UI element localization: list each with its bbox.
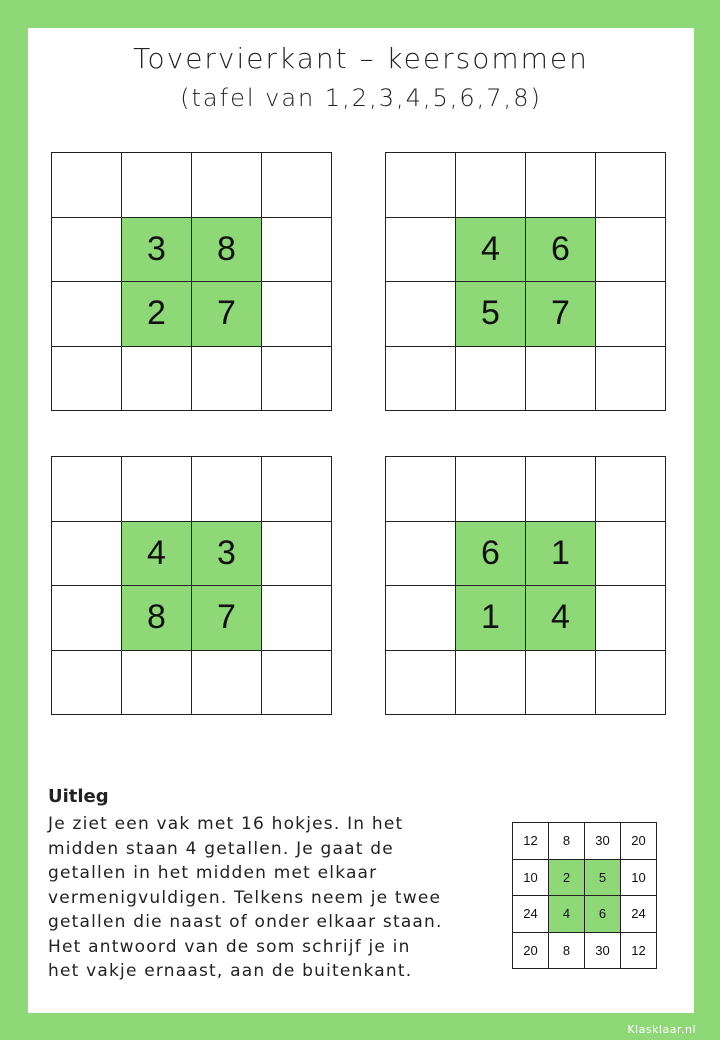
answer-cell[interactable]	[386, 586, 456, 651]
given-number-cell: 6	[456, 522, 526, 587]
answer-cell[interactable]	[262, 586, 332, 651]
example-square	[512, 822, 657, 969]
answer-cell[interactable]	[456, 347, 526, 412]
example-cell: 2	[549, 860, 585, 897]
given-number-cell: 7	[192, 282, 262, 347]
given-number-cell: 5	[456, 282, 526, 347]
example-cell: 5	[585, 860, 621, 897]
example-cell: 20	[513, 933, 549, 970]
magic-square-1	[51, 152, 332, 411]
answer-cell[interactable]	[192, 651, 262, 716]
answer-cell[interactable]	[526, 457, 596, 522]
answer-cell[interactable]	[386, 522, 456, 587]
explanation-line: getallen in het midden met elkaar	[48, 863, 378, 883]
magic-square-3	[51, 456, 332, 715]
answer-cell[interactable]	[526, 651, 596, 716]
example-cell: 12	[621, 933, 657, 970]
answer-cell[interactable]	[596, 153, 666, 218]
magic-square-4	[385, 456, 666, 715]
answer-cell[interactable]	[596, 347, 666, 412]
answer-cell[interactable]	[192, 153, 262, 218]
magic-square-2	[385, 152, 666, 411]
explanation-line: midden staan 4 getallen. Je gaat de	[48, 838, 394, 859]
answer-cell[interactable]	[52, 457, 122, 522]
answer-cell[interactable]	[596, 457, 666, 522]
answer-cell[interactable]	[262, 651, 332, 716]
answer-cell[interactable]	[52, 347, 122, 412]
answer-cell[interactable]	[456, 651, 526, 716]
answer-cell[interactable]	[526, 153, 596, 218]
answer-cell[interactable]	[596, 586, 666, 651]
answer-cell[interactable]	[262, 522, 332, 587]
answer-cell[interactable]	[52, 522, 122, 587]
example-cell: 8	[549, 823, 585, 860]
given-number-cell: 3	[192, 522, 262, 587]
answer-cell[interactable]	[262, 457, 332, 522]
answer-cell[interactable]	[386, 218, 456, 283]
answer-cell[interactable]	[386, 282, 456, 347]
answer-cell[interactable]	[596, 218, 666, 283]
answer-cell[interactable]	[262, 153, 332, 218]
answer-cell[interactable]	[386, 651, 456, 716]
worksheet	[28, 28, 694, 1013]
given-number-cell: 4	[122, 522, 192, 587]
explanation-line: Het antwoord van de som schrijf je in	[48, 936, 411, 957]
answer-cell[interactable]	[52, 218, 122, 283]
example-cell: 6	[585, 896, 621, 933]
example-cell: 10	[621, 860, 657, 897]
given-number-cell: 2	[122, 282, 192, 347]
answer-cell[interactable]	[386, 153, 456, 218]
answer-cell[interactable]	[262, 218, 332, 283]
explanation-line: getallen die naast of onder elkaar staan.	[48, 912, 443, 932]
given-number-cell: 6	[526, 218, 596, 283]
answer-cell[interactable]	[526, 347, 596, 412]
answer-cell[interactable]	[122, 457, 192, 522]
site-watermark: Klasklaar.nl	[627, 1023, 696, 1036]
answer-cell[interactable]	[456, 153, 526, 218]
given-number-cell: 1	[526, 522, 596, 587]
example-cell: 30	[585, 933, 621, 970]
answer-cell[interactable]	[386, 457, 456, 522]
example-cell: 12	[513, 823, 549, 860]
given-number-cell: 1	[456, 586, 526, 651]
given-number-cell: 4	[456, 218, 526, 283]
given-number-cell: 3	[122, 218, 192, 283]
answer-cell[interactable]	[122, 651, 192, 716]
answer-cell[interactable]	[122, 347, 192, 412]
given-number-cell: 8	[192, 218, 262, 283]
explanation-text	[48, 812, 478, 984]
given-number-cell: 8	[122, 586, 192, 651]
answer-cell[interactable]	[596, 651, 666, 716]
answer-cell[interactable]	[386, 347, 456, 412]
example-cell: 8	[549, 933, 585, 970]
answer-cell[interactable]	[52, 282, 122, 347]
answer-cell[interactable]	[192, 347, 262, 412]
answer-cell[interactable]	[192, 457, 262, 522]
explanation-heading: Uitleg	[48, 786, 109, 807]
answer-cell[interactable]	[262, 282, 332, 347]
answer-cell[interactable]	[122, 153, 192, 218]
given-number-cell: 4	[526, 586, 596, 651]
example-cell: 30	[585, 823, 621, 860]
explanation-line: vermenigvuldigen. Telkens neem je twee	[48, 887, 442, 908]
example-cell: 4	[549, 896, 585, 933]
answer-cell[interactable]	[596, 522, 666, 587]
answer-cell[interactable]	[596, 282, 666, 347]
answer-cell[interactable]	[52, 153, 122, 218]
answer-cell[interactable]	[262, 347, 332, 412]
explanation-line: Je ziet een vak met 16 hokjes. In het	[48, 814, 404, 834]
example-cell: 20	[621, 823, 657, 860]
page-subtitle: (tafel van 1,2,3,4,5,6,7,8)	[180, 84, 542, 112]
page-title: Tovervierkant – keersommen	[133, 42, 589, 75]
explanation-line: het vakje ernaast, aan de buitenkant.	[48, 961, 413, 981]
answer-cell[interactable]	[52, 586, 122, 651]
example-cell: 10	[513, 860, 549, 897]
given-number-cell: 7	[192, 586, 262, 651]
answer-cell[interactable]	[52, 651, 122, 716]
answer-cell[interactable]	[456, 457, 526, 522]
given-number-cell: 7	[526, 282, 596, 347]
example-cell: 24	[621, 896, 657, 933]
example-cell: 24	[513, 896, 549, 933]
